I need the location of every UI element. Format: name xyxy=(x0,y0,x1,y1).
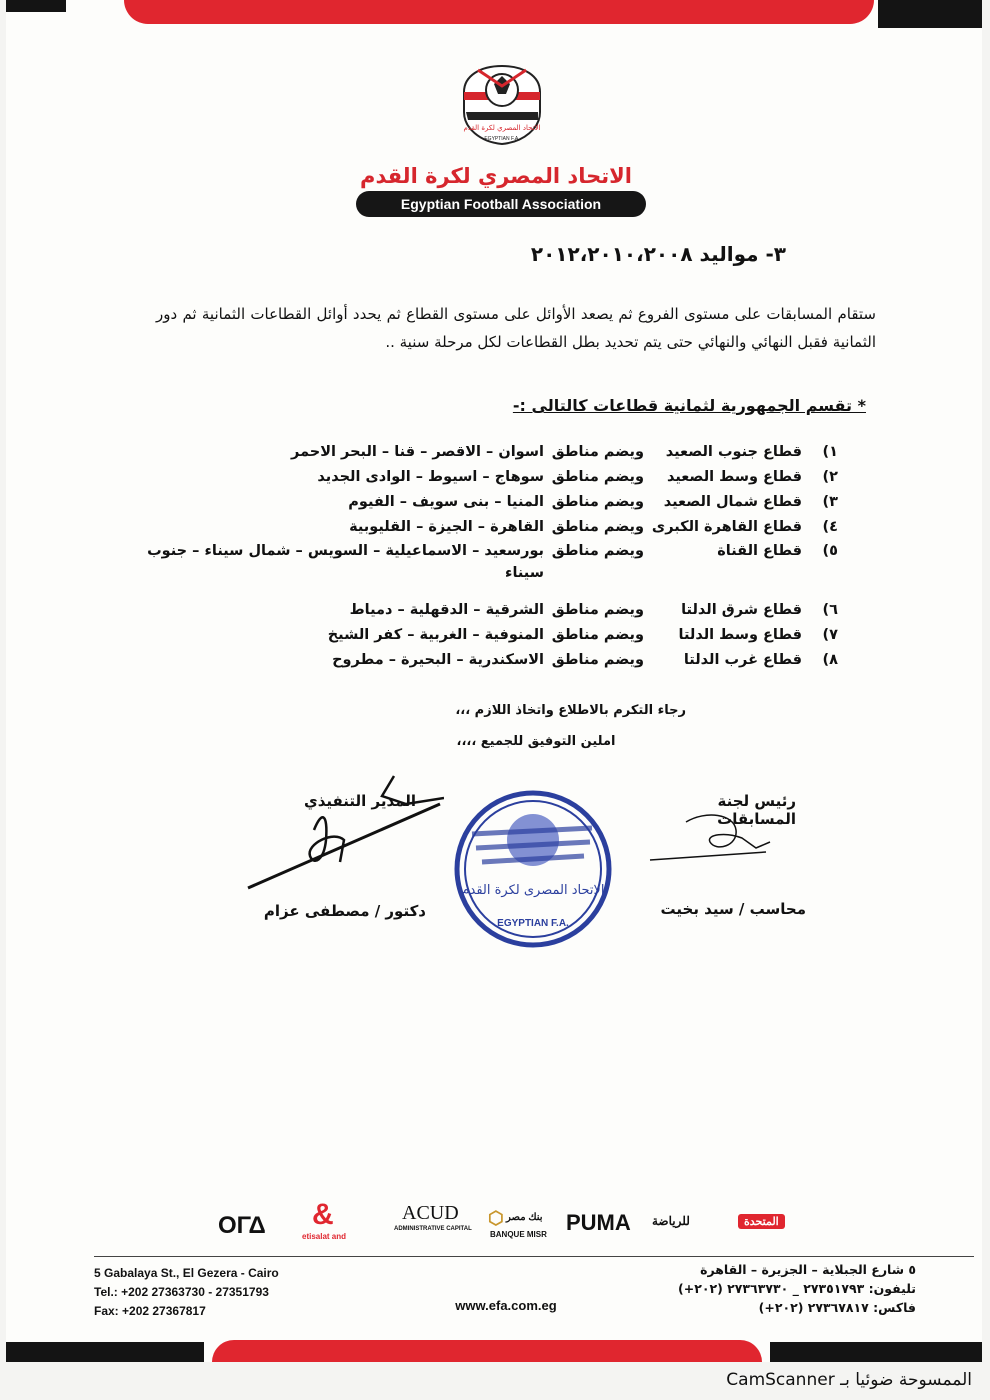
united-sports-label: للرياضة xyxy=(652,1214,690,1228)
sector-areas: الشرقية – الدقهلية – دمياط xyxy=(349,602,544,618)
sector-number: ٢) xyxy=(822,469,838,485)
sectors-list xyxy=(116,440,838,673)
signatory-right-name: محاسب / سيد بخيت xyxy=(660,900,806,918)
list-item xyxy=(116,648,838,673)
address-arabic xyxy=(626,1260,916,1317)
sector-name: قطاع القاهرة الكبرى xyxy=(651,519,802,535)
efa-logo-icon xyxy=(458,62,546,146)
acud-subtitle: ADMINISTRATIVE CAPITAL xyxy=(394,1226,472,1232)
sector-verb: ويضم مناطق xyxy=(551,444,644,460)
etisalat-label: etisalat and xyxy=(302,1232,347,1241)
top-black-band-right xyxy=(878,0,982,28)
bottom-red-band xyxy=(212,1340,762,1362)
orange-logo: OΓΔ xyxy=(218,1212,266,1239)
logo-en-text: EGYPTIAN F.A. xyxy=(484,136,520,142)
sector-areas: المنوفية – الغربية – كفر الشيخ xyxy=(327,627,544,643)
sector-name: قطاع جنوب الصعيد xyxy=(665,444,802,460)
sectors-subheading: * تقسم الجمهورية لثمانية قطاعات كالتالى :- xyxy=(512,396,866,415)
sector-areas: الاسكندرية – البحيرة – مطروح xyxy=(332,652,544,668)
sector-number: ٧) xyxy=(822,627,838,643)
stamp-english-text: EGYPTIAN F.A. xyxy=(497,918,569,929)
list-item xyxy=(116,465,838,490)
acud-logo: ACUD xyxy=(402,1202,459,1224)
sector-areas: بورسعيد – الاسماعيلية – السويس – شمال سيناء – جنوب سيناء xyxy=(147,543,544,581)
document-page xyxy=(6,0,982,1362)
section-heading: ٣- مواليد ٢٠١٢،٢٠١٠،٢٠٠٨ xyxy=(530,242,786,266)
united-badge: المتحدة xyxy=(738,1214,785,1229)
sector-verb: ويضم مناطق xyxy=(551,494,644,510)
sector-name: قطاع وسط الصعيد xyxy=(666,469,802,485)
sector-areas: سوهاج – اسيوط – الوادى الجديد xyxy=(317,469,544,485)
intro-paragraph: ستقام المسابقات على مستوى الفروع ثم يصعد الأوائل على مستوى القطاع ثم يحدد أوائل القطاعات الثمانية ثم دور الثمانية فقبل النهائي والنهائي حتى يتم تحديد بطل القطاعات لكل مرحلة سنية .. xyxy=(156,305,876,351)
etisalat-icon: & xyxy=(312,1198,334,1231)
banque-misr-label: BANQUE MISR xyxy=(490,1230,547,1239)
sector-name: قطاع شمال الصعيد xyxy=(663,494,802,510)
stamp-arabic-text: الاتحاد المصرى لكرة القدم xyxy=(461,883,605,898)
puma-logo: PUMA xyxy=(566,1210,631,1235)
banque-misr-icon: ⬡ xyxy=(488,1208,504,1228)
sector-number: ٤) xyxy=(822,519,838,535)
efa-stamp-icon xyxy=(452,788,614,950)
org-name-arabic: الاتحاد المصري لكرة القدم xyxy=(360,164,632,188)
address-en-line-3: Fax: +202 27367817 xyxy=(94,1304,206,1318)
signature-left-icon xyxy=(244,770,444,900)
list-item xyxy=(116,490,838,515)
closing-line-2: املين التوفيق للجميع ،،،، xyxy=(456,734,616,749)
logo-ar-text: الاتحاد المصري لكرة القدم xyxy=(463,124,541,132)
sector-verb: ويضم مناطق xyxy=(551,627,644,643)
list-item xyxy=(116,515,838,540)
list-item xyxy=(116,440,838,465)
scanner-watermark: الممسوحة ضوئيا بـ CamScanner xyxy=(726,1370,972,1390)
sector-areas: القاهرة – الجيزة – القليوبية xyxy=(349,519,544,535)
top-black-band-left xyxy=(6,0,66,12)
sector-verb: ويضم مناطق xyxy=(551,652,644,668)
sector-verb: ويضم مناطق xyxy=(551,543,644,559)
address-ar-line-2: تليفون: ٢٧٣٥١٧٩٣ _ ٢٧٣٦٣٧٣٠ (٢٠٢+) xyxy=(678,1281,916,1296)
sector-areas: اسوان – الاقصر – قنا – البحر الاحمر xyxy=(291,444,544,460)
closing-line-1: رجاء التكرم بالاطلاع واتخاذ اللازم ،،، xyxy=(455,703,686,718)
sector-name: قطاع شرق الدلتا xyxy=(681,602,802,618)
signatory-left-name: دكتور / مصطفى عزام xyxy=(263,902,426,920)
sector-number: ٥) xyxy=(822,543,838,559)
top-red-band xyxy=(124,0,874,24)
banque-misr-arabic: بنك مصر xyxy=(506,1212,543,1223)
sector-name: قطاع القناة xyxy=(717,543,802,559)
sector-number: ٣) xyxy=(822,494,838,510)
sector-areas: المنيا – بنى سويف – الفيوم xyxy=(348,494,544,510)
sector-number: ٨) xyxy=(822,652,838,668)
sector-number: ١) xyxy=(822,444,838,460)
address-ar-line-1: ٥ شارع الجبلاية – الجزيرة – القاهرة xyxy=(700,1262,916,1277)
address-english xyxy=(94,1264,354,1321)
sector-number: ٦) xyxy=(822,602,838,618)
footer-divider xyxy=(94,1256,974,1257)
signature-right-icon xyxy=(646,808,796,868)
bottom-black-band-right xyxy=(770,1342,982,1362)
address-en-line-2: Tel.: +202 27363730 - 27351793 xyxy=(94,1285,269,1299)
sector-verb: ويضم مناطق xyxy=(551,519,644,535)
list-item xyxy=(116,540,838,588)
signatory-right-title: رئيس لجنة المسابقات xyxy=(717,792,796,828)
sector-name: قطاع وسط الدلتا xyxy=(678,627,802,643)
address-ar-line-3: فاكس: ٢٧٣٦٧٨١٧ (٢٠٢+) xyxy=(758,1300,916,1315)
org-name-english: Egyptian Football Association xyxy=(356,191,646,217)
bottom-black-band-left xyxy=(6,1342,204,1362)
website-link[interactable]: www.efa.com.eg xyxy=(455,1298,557,1313)
sector-verb: ويضم مناطق xyxy=(551,469,644,485)
sector-verb: ويضم مناطق xyxy=(551,602,644,618)
signatory-left-title: المدير التنفيذي xyxy=(303,792,416,810)
list-item xyxy=(116,598,838,623)
sector-name: قطاع غرب الدلتا xyxy=(683,652,802,668)
sponsor-logos xyxy=(206,1198,806,1248)
list-item xyxy=(116,623,838,648)
address-en-line-1: 5 Gabalaya St., El Gezera - Cairo xyxy=(94,1266,279,1280)
